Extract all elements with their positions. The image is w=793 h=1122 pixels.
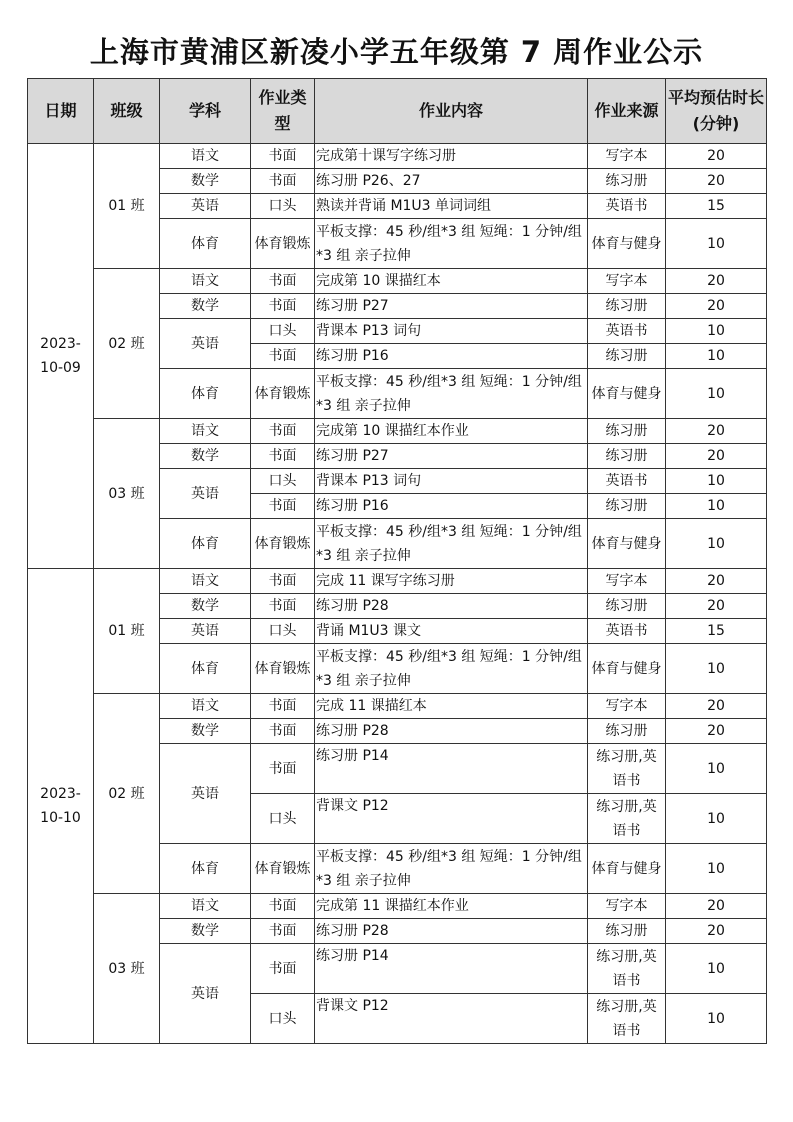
subject-cell: 数学 [160,444,251,469]
source-cell: 练习册 [588,294,666,319]
source-cell: 练习册 [588,344,666,369]
content-cell: 熟读并背诵 M1U3 单词词组 [315,194,588,219]
source-cell: 练习册,英语书 [588,944,666,994]
source-cell: 写字本 [588,694,666,719]
content-cell: 完成 11 课写字练习册 [315,569,588,594]
class-cell: 03 班 [94,419,160,569]
content-cell: 背课本 P13 词句 [315,319,588,344]
duration-cell: 10 [666,519,767,569]
duration-cell: 20 [666,294,767,319]
duration-cell: 20 [666,894,767,919]
duration-cell: 10 [666,319,767,344]
subject-cell: 体育 [160,219,251,269]
subject-cell: 语文 [160,269,251,294]
type-cell: 体育锻炼 [251,844,315,894]
duration-cell: 20 [666,569,767,594]
header-date: 日期 [28,79,94,144]
subject-cell: 体育 [160,519,251,569]
subject-cell: 数学 [160,719,251,744]
source-cell: 练习册 [588,719,666,744]
source-cell: 写字本 [588,569,666,594]
duration-cell: 10 [666,469,767,494]
subject-cell: 体育 [160,844,251,894]
content-cell: 练习册 P28 [315,719,588,744]
content-cell: 平板支撑：45 秒/组*3 组 短绳：1 分钟/组*3 组 亲子拉伸 [315,369,588,419]
homework-table [27,78,767,1044]
content-cell: 背课文 P12 [315,794,588,844]
source-cell: 英语书 [588,469,666,494]
content-cell: 完成 11 课描红本 [315,694,588,719]
content-cell: 完成第十课写字练习册 [315,144,588,169]
type-cell: 书面 [251,444,315,469]
table-row [28,694,767,719]
content-cell: 练习册 P28 [315,594,588,619]
source-cell: 练习册 [588,444,666,469]
duration-cell: 10 [666,644,767,694]
table-row [28,894,767,919]
type-cell: 书面 [251,144,315,169]
duration-cell: 10 [666,369,767,419]
type-cell: 口头 [251,619,315,644]
type-cell: 口头 [251,994,315,1044]
date-cell: 2023-10-10 [28,569,94,1044]
type-cell: 书面 [251,344,315,369]
type-cell: 书面 [251,894,315,919]
subject-cell: 语文 [160,419,251,444]
content-cell: 背课本 P13 词句 [315,469,588,494]
duration-cell: 20 [666,169,767,194]
subject-cell: 数学 [160,919,251,944]
source-cell: 体育与健身 [588,219,666,269]
subject-cell: 英语 [160,619,251,644]
source-cell: 练习册 [588,494,666,519]
source-cell: 练习册 [588,919,666,944]
date-cell: 2023-10-09 [28,144,94,569]
subject-cell: 体育 [160,369,251,419]
content-cell: 完成第 10 课描红本作业 [315,419,588,444]
subject-cell: 英语 [160,944,251,1044]
type-cell: 书面 [251,419,315,444]
table-row [28,144,767,169]
content-cell: 平板支撑：45 秒/组*3 组 短绳：1 分钟/组*3 组 亲子拉伸 [315,519,588,569]
duration-cell: 15 [666,194,767,219]
subject-cell: 英语 [160,319,251,369]
source-cell: 体育与健身 [588,519,666,569]
class-cell: 03 班 [94,894,160,1044]
subject-cell: 数学 [160,169,251,194]
duration-cell: 10 [666,944,767,994]
content-cell: 练习册 P14 [315,944,588,994]
type-cell: 书面 [251,944,315,994]
subject-cell: 数学 [160,594,251,619]
type-cell: 体育锻炼 [251,369,315,419]
duration-cell: 20 [666,144,767,169]
type-cell: 书面 [251,294,315,319]
content-cell: 练习册 P16 [315,494,588,519]
type-cell: 口头 [251,469,315,494]
type-cell: 体育锻炼 [251,519,315,569]
source-cell: 练习册 [588,594,666,619]
table-row [28,419,767,444]
source-cell: 写字本 [588,269,666,294]
type-cell: 书面 [251,494,315,519]
class-cell: 01 班 [94,569,160,694]
type-cell: 书面 [251,594,315,619]
duration-cell: 20 [666,694,767,719]
content-cell: 背课文 P12 [315,994,588,1044]
header-subject: 学科 [160,79,251,144]
source-cell: 练习册 [588,169,666,194]
subject-cell: 英语 [160,469,251,519]
duration-cell: 10 [666,844,767,894]
source-cell: 练习册,英语书 [588,794,666,844]
header-source: 作业来源 [588,79,666,144]
content-cell: 平板支撑：45 秒/组*3 组 短绳：1 分钟/组*3 组 亲子拉伸 [315,644,588,694]
content-cell: 练习册 P27 [315,294,588,319]
duration-cell: 20 [666,594,767,619]
subject-cell: 语文 [160,694,251,719]
subject-cell: 体育 [160,644,251,694]
table-row [28,569,767,594]
source-cell: 体育与健身 [588,369,666,419]
subject-cell: 语文 [160,569,251,594]
duration-cell: 10 [666,219,767,269]
type-cell: 书面 [251,744,315,794]
type-cell: 口头 [251,794,315,844]
duration-cell: 10 [666,994,767,1044]
content-cell: 练习册 P16 [315,344,588,369]
header-content: 作业内容 [315,79,588,144]
duration-cell: 20 [666,719,767,744]
source-cell: 练习册 [588,419,666,444]
header-duration: 平均预估时长(分钟) [666,79,767,144]
source-cell: 英语书 [588,619,666,644]
type-cell: 书面 [251,694,315,719]
content-cell: 完成第 11 课描红本作业 [315,894,588,919]
duration-cell: 10 [666,494,767,519]
content-cell: 平板支撑：45 秒/组*3 组 短绳：1 分钟/组*3 组 亲子拉伸 [315,219,588,269]
type-cell: 口头 [251,194,315,219]
type-cell: 口头 [251,319,315,344]
source-cell: 练习册,英语书 [588,994,666,1044]
header-type: 作业类型 [251,79,315,144]
type-cell: 书面 [251,269,315,294]
type-cell: 书面 [251,169,315,194]
duration-cell: 10 [666,744,767,794]
class-cell: 01 班 [94,144,160,269]
source-cell: 写字本 [588,144,666,169]
source-cell: 英语书 [588,194,666,219]
class-cell: 02 班 [94,694,160,894]
content-cell: 背诵 M1U3 课文 [315,619,588,644]
subject-cell: 英语 [160,744,251,844]
duration-cell: 15 [666,619,767,644]
content-cell: 练习册 P14 [315,744,588,794]
class-cell: 02 班 [94,269,160,419]
content-cell: 练习册 P26、27 [315,169,588,194]
source-cell: 体育与健身 [588,644,666,694]
source-cell: 练习册,英语书 [588,744,666,794]
type-cell: 体育锻炼 [251,644,315,694]
subject-cell: 语文 [160,144,251,169]
duration-cell: 20 [666,919,767,944]
duration-cell: 10 [666,794,767,844]
source-cell: 体育与健身 [588,844,666,894]
subject-cell: 英语 [160,194,251,219]
content-cell: 练习册 P28 [315,919,588,944]
content-cell: 完成第 10 课描红本 [315,269,588,294]
table-row [28,269,767,294]
type-cell: 书面 [251,719,315,744]
subject-cell: 语文 [160,894,251,919]
duration-cell: 10 [666,344,767,369]
content-cell: 平板支撑：45 秒/组*3 组 短绳：1 分钟/组*3 组 亲子拉伸 [315,844,588,894]
source-cell: 写字本 [588,894,666,919]
type-cell: 体育锻炼 [251,219,315,269]
header-row [28,79,767,144]
header-class: 班级 [94,79,160,144]
content-cell: 练习册 P27 [315,444,588,469]
type-cell: 书面 [251,569,315,594]
page-title: 上海市黄浦区新凌小学五年级第 7 周作业公示 [89,35,704,69]
type-cell: 书面 [251,919,315,944]
duration-cell: 20 [666,269,767,294]
duration-cell: 20 [666,419,767,444]
subject-cell: 数学 [160,294,251,319]
source-cell: 英语书 [588,319,666,344]
duration-cell: 20 [666,444,767,469]
